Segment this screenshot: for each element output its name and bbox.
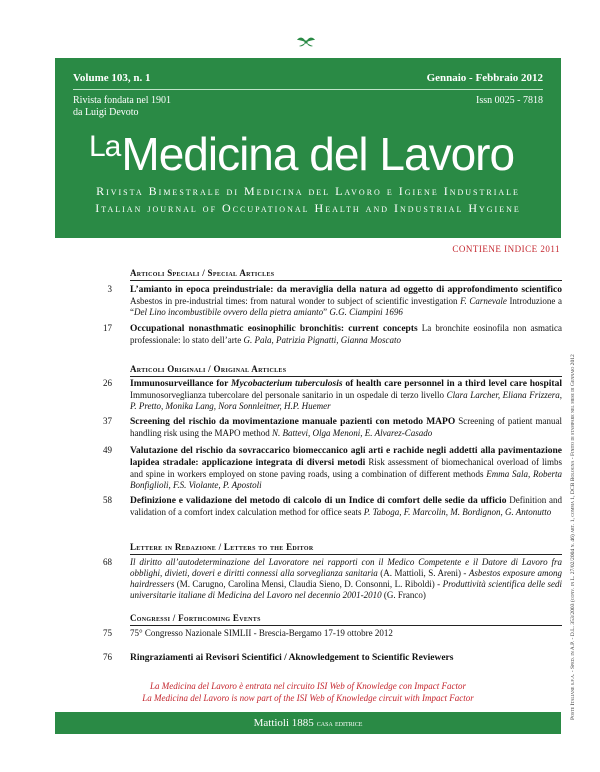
entry-title: Definizione e validazione del metodo di calcolo di un Indice di comfort delle sedie da ufficio bbox=[130, 496, 507, 506]
entry-page: 37 bbox=[103, 416, 112, 426]
entry-authors: F. Carnevale bbox=[460, 296, 507, 306]
title-banner bbox=[55, 58, 561, 238]
toc-entry bbox=[130, 284, 562, 318]
section-heading-letters: Lettere in Redazione / Letters to the Editor bbox=[130, 542, 314, 552]
toc-entry bbox=[130, 445, 562, 491]
journal-title bbox=[89, 122, 514, 179]
letter-authors-3: (G. Franco) bbox=[381, 590, 426, 600]
publisher-tag: casa editrice bbox=[316, 718, 363, 728]
issue-date: Gennaio - Febbraio 2012 bbox=[426, 72, 543, 84]
entry-authors: P. Taboga, F. Marcolin, M. Bordignon, G. Antonutto bbox=[363, 507, 552, 517]
section-heading-congress: Congressi / Forthcoming Events bbox=[130, 613, 261, 623]
entry-extra-suffix: ” bbox=[323, 307, 330, 317]
entry-alt-title: La bronchite eosinofila non asmatica professionale: lo stato dell’arte bbox=[130, 323, 563, 345]
entry-authors: N. Battevi, Olga Menoni, E. Alvarez-Casado bbox=[272, 428, 433, 438]
toc-entry bbox=[130, 378, 562, 412]
toc-entry bbox=[130, 557, 562, 601]
entry-alt-title: Asbestos in pre-industrial times: from natural wonder to subject of scientific investigation bbox=[130, 296, 458, 306]
entry-title-species: Mycobacterium tuberculosis bbox=[231, 379, 343, 389]
section-heading-original: Articoli Originali / Original Articles bbox=[130, 364, 287, 374]
banner-divider bbox=[73, 89, 543, 90]
publisher-name: Mattioli 1885 bbox=[253, 717, 314, 729]
letter-title-1: Il diritto all’autodeterminazione del Lavoratore nei rapporti con il Medico Competente e il Datore di Lavoro fra obblighi, divieti, doveri e diritti connessi alla sorveglianza sanitaria bbox=[130, 557, 562, 578]
entry-title bbox=[130, 379, 562, 389]
entry-alt-title: Risk assessment of biomechanical overload of limbs and spine in workers employed on stone paving roads, using a combination of different methods bbox=[130, 457, 562, 479]
toc-entry bbox=[130, 416, 562, 439]
volume-label: Volume 103, n. 1 bbox=[73, 72, 151, 84]
section-divider bbox=[130, 625, 562, 626]
toc-entry bbox=[130, 323, 562, 346]
letter-authors-1: (A. Mattioli, S. Areni) - bbox=[377, 568, 469, 578]
toc-entry bbox=[130, 628, 562, 639]
isi-note-english: La Medicina del Lavoro is now part of the ISI Web of Knowledge circuit with Impact Factor bbox=[142, 693, 474, 703]
congress-text: 75° Congresso Nazionale SIMLII - Brescia-Bergamo 17-19 ottobre 2012 bbox=[130, 628, 393, 638]
entry-alt-title: Definition and validation of a comfort index calculation method for office seats bbox=[130, 495, 562, 517]
letter-title-2: Asbestos exposure among hairdressers bbox=[130, 568, 563, 589]
entry-extra-prefix: Introduzione a “ bbox=[130, 296, 563, 317]
postal-side-note bbox=[565, 286, 579, 720]
entry-title-prefix: Immunosurveillance for bbox=[130, 379, 231, 389]
section-divider bbox=[130, 376, 562, 377]
index-note: CONTIENE INDICE 2011 bbox=[452, 244, 560, 254]
entry-title: Occupational nonasthmatic eosinophilic bronchitis: current concepts bbox=[130, 324, 418, 334]
entry-page: 3 bbox=[107, 284, 112, 294]
entry-alt-title: Immunosorveglianza tubercolare del personale sanitario in un ospedale di terzo livello bbox=[130, 390, 445, 400]
entry-title: L’amianto in epoca preindustriale: da meraviglia della natura ad oggetto di approfondimento scientifico bbox=[130, 285, 562, 295]
postal-text: Poste Italiane s.p.a. - Sped. in A.P. - D.L. 353/2003 (conv. in L. 27/02/2004 n. 46) art. 1, comma 1, DCB Bologna - Finito di stampare nel mese di Gennaio 2012 bbox=[570, 354, 576, 720]
entry-extra-title: Del Lino incombustibile ovvero della pietra amianto bbox=[134, 307, 324, 317]
subtitle-italian: Rivista Bimestrale di Medicina del Lavoro e Igiene Industriale bbox=[96, 184, 520, 198]
entry-alt-title: Screening of patient manual handling risk using the MAPO method bbox=[130, 416, 562, 438]
letter-title-3: Produttività scientifica delle sedi universitarie italiane di Medicina del Lavoro nel decennio 2001-2010 bbox=[130, 579, 563, 600]
subtitle-english: Italian journal of Occupational Health and Industrial Hygiene bbox=[95, 201, 521, 215]
entry-title: Ringraziamenti ai Revisori Scientifici / Aknowledgement to Scientific Reviewers bbox=[130, 653, 454, 663]
entry-page: 58 bbox=[103, 495, 112, 505]
toc-entry bbox=[130, 495, 562, 518]
entry-page: 76 bbox=[103, 652, 112, 662]
founded-note bbox=[73, 95, 273, 119]
isi-note-italian: La Medicina del Lavoro è entrata nel circuito ISI Web of Knowledge con Impact Factor bbox=[150, 681, 466, 691]
section-divider bbox=[130, 280, 562, 281]
section-heading-special: Articoli Speciali / Special Articles bbox=[130, 268, 275, 278]
entry-page: 68 bbox=[103, 557, 112, 567]
toc-entry bbox=[130, 652, 562, 664]
entry-page: 17 bbox=[103, 323, 112, 333]
issn: Issn 0025 - 7818 bbox=[476, 95, 543, 106]
letter-authors-2: (M. Carugno, Carolina Mensi, Claudia Sieno, D. Consonni, L. Riboldi) - bbox=[174, 579, 443, 589]
founded-line-2: da Luigi Devoto bbox=[73, 107, 139, 118]
publisher-bar bbox=[55, 712, 561, 734]
entry-authors: Emma Sala, Roberta Bonfiglioli, F.S. Violante, P. Apostoli bbox=[130, 469, 563, 490]
journal-title-main: Medicina del Lavoro bbox=[121, 128, 515, 180]
entry-authors: Clara Larcher, Eliana Frizzera, P. Pretto, Monika Lang, Nora Sonnleitner, H.P. Huemer bbox=[130, 390, 562, 411]
founded-line-1: Rivista fondata nel 1901 bbox=[73, 95, 172, 106]
section-divider bbox=[130, 554, 562, 555]
entry-page: 49 bbox=[103, 445, 112, 455]
entry-title-suffix: of health care personnel in a third level care hospital bbox=[342, 379, 562, 389]
entry-extra-authors: G.G. Ciampini 1696 bbox=[329, 307, 403, 317]
journal-title-article: La bbox=[89, 130, 121, 163]
entry-title: Valutazione del rischio da sovraccarico biomeccanico agli arti e rachide negli addetti alla pavimentazione lapidea stradale: applicazione integrata di diversi metodi bbox=[130, 446, 562, 468]
entry-page: 26 bbox=[103, 378, 112, 388]
entry-page: 75 bbox=[103, 628, 112, 638]
entry-title: Screening del rischio da movimentazione manuale pazienti con metodo MAPO bbox=[130, 417, 456, 427]
entry-authors: G. Pala, Patrizia Pignatti, Gianna Moscato bbox=[243, 335, 401, 345]
leaf-logo-icon bbox=[294, 34, 318, 50]
